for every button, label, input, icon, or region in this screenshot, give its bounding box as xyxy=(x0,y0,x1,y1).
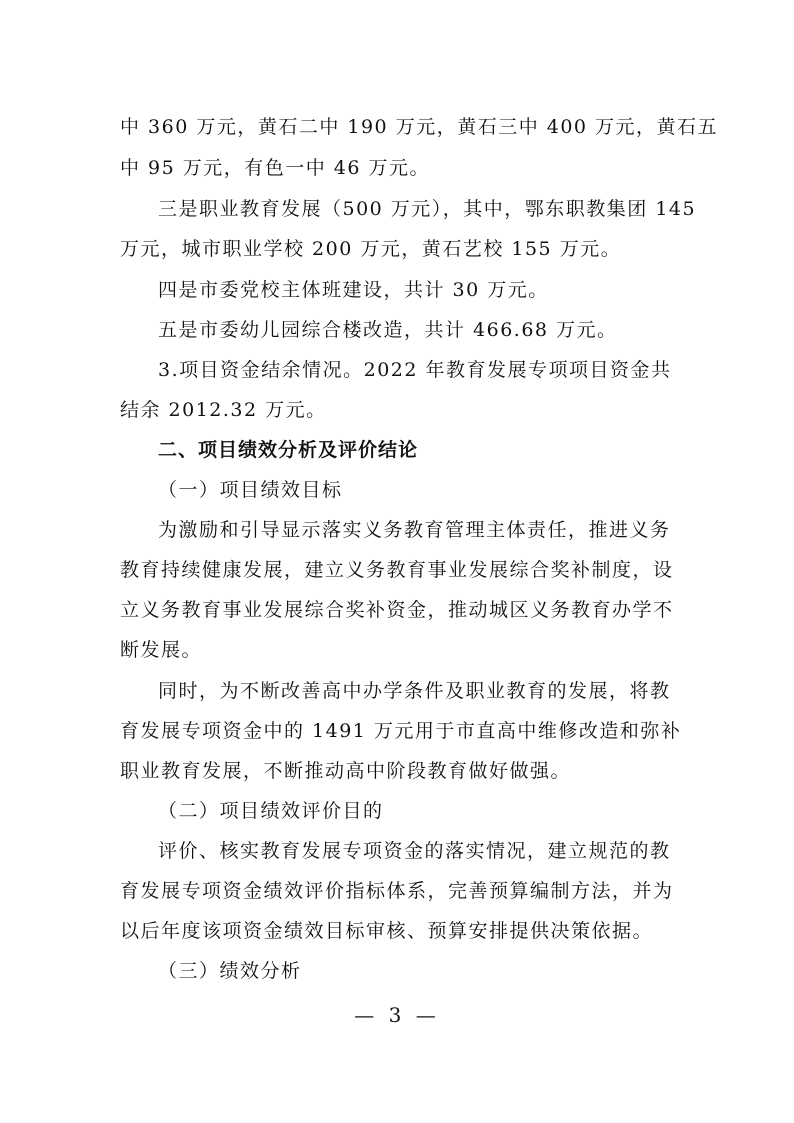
text-line: 教育持续健康发展，建立义务教育事业发展综合奖补制度，设 xyxy=(120,559,674,581)
section-heading: 二、项目绩效分析及评价结论 xyxy=(158,439,419,461)
text-line: 评价、核实教育发展专项资金的落实情况，建立规范的教 xyxy=(158,840,671,862)
text-line: 断发展。 xyxy=(120,639,203,661)
text-line: 三是职业教育发展（500 万元），其中，鄂东职教集团 145 xyxy=(158,198,697,220)
subsection-heading: （二）项目绩效评价目的 xyxy=(158,800,384,822)
text-line: 职业教育发展，不断推动高中阶段教育做好做强。 xyxy=(120,760,572,782)
text-line: 育发展专项资金中的 1491 万元用于市直高中维修改造和弥补 xyxy=(120,720,682,742)
text-line: 中 360 万元，黄石二中 190 万元，黄石三中 400 万元，黄石五 xyxy=(120,116,719,138)
text-line: 以后年度该项资金绩效目标审核、预算安排提供决策依据。 xyxy=(120,920,654,942)
text-line: 立义务教育事业发展综合奖补资金，推动城区义务教育办学不 xyxy=(120,599,674,621)
text-line: 同时，为不断改善高中办学条件及职业教育的发展，将教 xyxy=(158,680,671,702)
text-line: 四是市委党校主体班建设，共计 30 万元。 xyxy=(158,279,549,301)
text-line: 万元，城市职业学校 200 万元，黄石艺校 155 万元。 xyxy=(120,238,622,260)
subsection-heading: （三）绩效分析 xyxy=(158,960,302,982)
text-line: 3.项目资金结余情况。2022 年教育发展专项项目资金共 xyxy=(158,359,672,381)
text-line: 育发展专项资金绩效评价指标体系，完善预算编制方法，并为 xyxy=(120,880,674,902)
text-line: 中 95 万元，有色一中 46 万元。 xyxy=(120,157,431,179)
text-line: 结余 2012.32 万元。 xyxy=(120,399,327,421)
text-line: 五是市委幼儿园综合楼改造，共计 466.68 万元。 xyxy=(158,319,618,341)
subsection-heading: （一）项目绩效目标 xyxy=(158,479,343,501)
text-line: 为激励和引导显示落实义务教育管理主体责任，推进义务 xyxy=(158,519,671,541)
page-number: — 3 — xyxy=(354,1003,440,1027)
